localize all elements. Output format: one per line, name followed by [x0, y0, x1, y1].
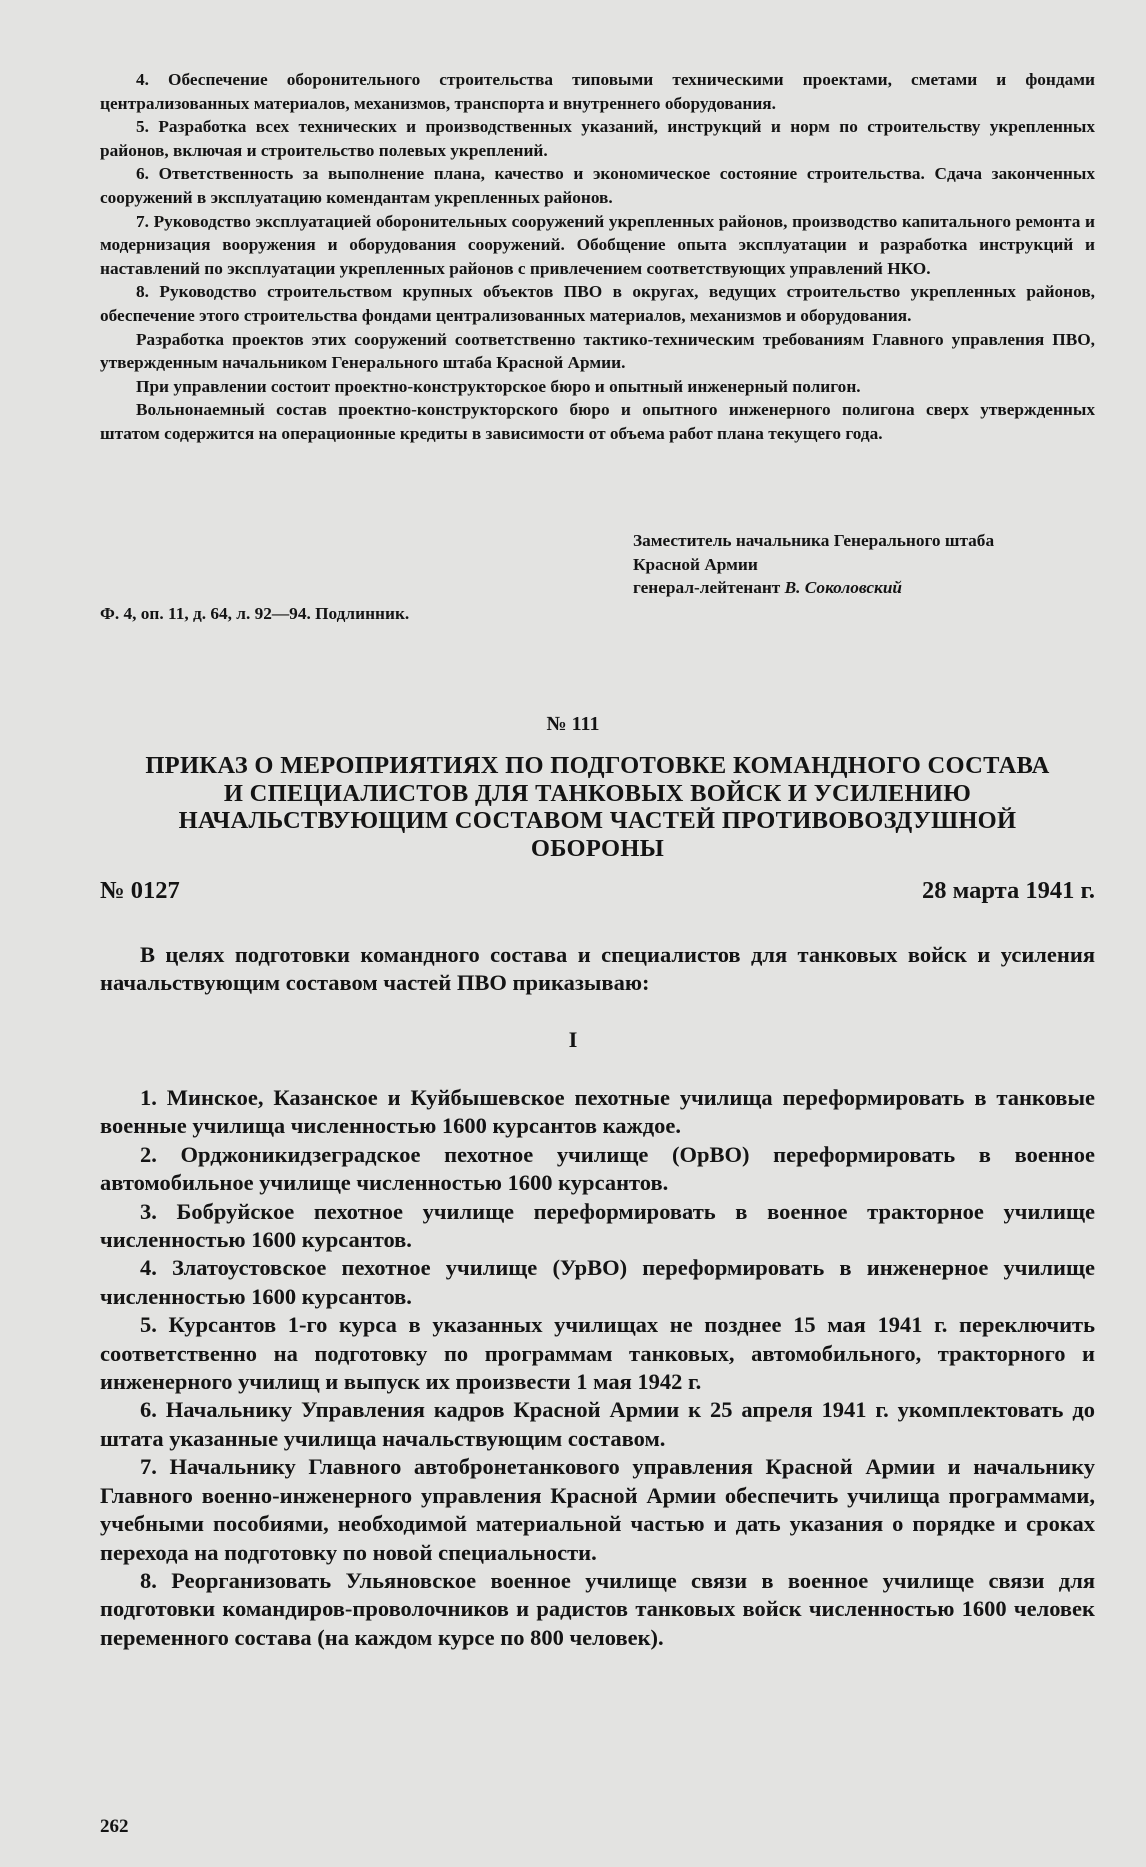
order-item: 8. Реорганизовать Ульяновское военное училище связи в военное училище связи для подготовки командиров-проволочников и радистов танковых войск численностью 1600 человек переменного состава (на каждом курсе по 800 человек).	[100, 1567, 1095, 1650]
order-date: 28 марта 1941 г.	[921, 877, 1095, 904]
order-item: 5. Курсантов 1-го курса в указанных училищах не позднее 15 мая 1941 г. переключить соответственно на подготовку по программам танковых, автомобильного, тракторного и инженерного училищ и выпуск их произвести 1 мая 1942 г.	[100, 1312, 1095, 1395]
signature-organization: Красной Армии	[633, 554, 758, 574]
order-item: 1. Минское, Казанское и Куйбышевское пехотные училища переформировать в танковые военные училища численностью 1600 курсантов каждое.	[100, 1085, 1095, 1139]
signature-name: В. Соколовский	[784, 578, 903, 598]
paragraph: 7. Руководство эксплуатацией оборонительных сооружений укрепленных районов, производство капитального ремонта и модернизация вооружения и оборудования сооружений. Обобщение опыта эксплуатации и разработка инструкций и наставлений по эксплуатации укрепленных районов с привлечением соответствующих управлений НКО.	[100, 211, 1095, 278]
order-number: № 0127	[100, 877, 180, 904]
paragraph: 4. Обеспечение оборонительного строительства типовыми техническими проектами, сметами и фондами централизованных материалов, механизмов, транспорта и внутреннего оборудования.	[100, 70, 1095, 113]
signature-block	[633, 529, 1093, 600]
paragraph: При управлении состоит проектно-конструкторское бюро и опытный инженерный полигон.	[136, 376, 861, 396]
signature-rank: генерал-лейтенант	[633, 578, 781, 598]
order-items	[100, 1084, 1095, 1652]
paragraph: Вольнонаемный состав проектно-конструкторского бюро и опытного инженерного полигона сверх утвержденных штатом содержится на операционные кредиты в зависимости от объема работ плана текущего года.	[100, 400, 1095, 443]
document-number: № 111	[546, 713, 600, 735]
document-title	[100, 752, 1095, 862]
order-item: 6. Начальнику Управления кадров Красной Армии к 25 апреля 1941 г. укомплектовать до штата указанные училища начальствующим составом.	[100, 1397, 1095, 1451]
paragraph: Разработка проектов этих сооружений соответственно тактико-техническим требованиям Главного управления ПВО, утвержденным начальником Генерального штаба Красной Армии.	[100, 329, 1095, 373]
signature-position: Заместитель начальника Генерального штаба	[633, 531, 995, 550]
order-item: 4. Златоустовское пехотное училище (УрВО) переформировать в инженерное училище численностью 1600 курсантов.	[100, 1255, 1095, 1309]
paragraph: 8. Руководство строительством крупных объектов ПВО в округах, ведущих строительство укрепленных районов, обеспечение этого строительства фондами централизованных материалов, механизмов и оборудования.	[100, 282, 1095, 325]
title-line: НАЧАЛЬСТВУЮЩИМ СОСТАВОМ ЧАСТЕЙ ПРОТИВОВОЗДУШНОЙ	[178, 807, 1017, 834]
page-number: 262	[100, 1816, 129, 1837]
paragraph: 5. Разработка всех технических и производственных указаний, инструкций и норм по строительству укрепленных районов, включая и строительство полевых укреплений.	[100, 117, 1095, 160]
continued-regulation-text	[100, 68, 1095, 446]
preamble-text: В целях подготовки командного состава и специалистов для танковых войск и усиления начальствующим составом частей ПВО приказываю:	[100, 942, 1095, 996]
order-item: 2. Орджоникидзеградское пехотное училище (ОрВО) переформировать в военное автомобильное училище численностью 1600 курсантов.	[100, 1141, 1095, 1196]
order-item: 3. Бобруйское пехотное училище переформировать в военное тракторное училище численностью 1600 курсантов.	[100, 1198, 1095, 1253]
archive-reference: Ф. 4, оп. 11, д. 64, л. 92—94. Подлинник.	[100, 604, 410, 623]
signature-rank-name	[633, 576, 1093, 600]
title-line: И СПЕЦИАЛИСТОВ ДЛЯ ТАНКОВЫХ ВОЙСК И УСИЛЕНИЮ	[223, 779, 972, 807]
title-line: ОБОРОНЫ	[530, 834, 665, 862]
title-line: ПРИКАЗ О МЕРОПРИЯТИЯХ ПО ПОДГОТОВКЕ КОМАНДНОГО СОСТАВА	[145, 752, 1050, 779]
order-item: 7. Начальнику Главного автобронетанкового управления Красной Армии и начальнику Главного военно-инженерного управления Красной Армии обеспечить училища программами, учебными пособиями, необходимой материальной частью и дать указания о порядке и сроках перехода на подготовку по новой специальности.	[100, 1454, 1095, 1565]
paragraph: 6. Ответственность за выполнение плана, качество и экономическое состояние строительства. Сдача законченных сооружений в эксплуатацию комендантам укрепленных районов.	[100, 164, 1095, 207]
order-preamble	[100, 941, 1095, 998]
section-heading: I	[568, 1027, 578, 1052]
